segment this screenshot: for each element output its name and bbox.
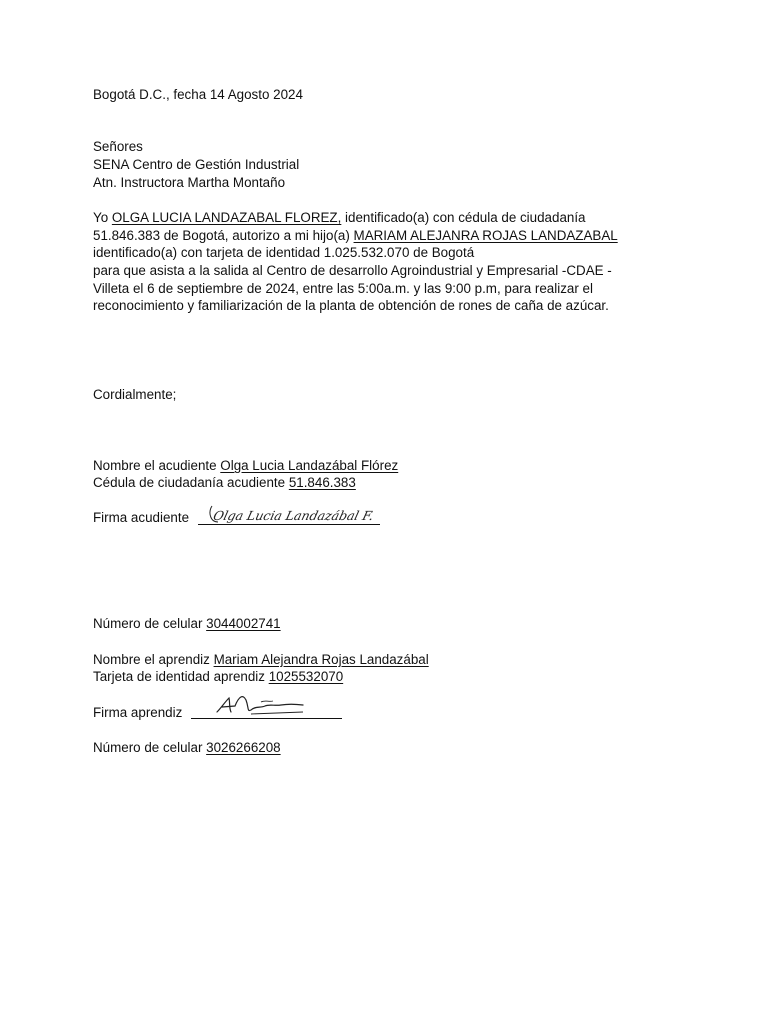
body-line-4: para que asista a la salida al Centro de desarrollo Agroindustrial y Empresarial -CDAE - — [93, 263, 612, 278]
attention-line: Atn. Instructora Martha Montaño — [93, 175, 286, 190]
guardian-signature-label: Firma acudiente — [93, 510, 190, 525]
guardian-phone-value: 3044002741 — [206, 616, 281, 631]
body-line-1 — [93, 209, 586, 227]
guardian-name-label: Nombre el acudiente — [93, 458, 221, 473]
apprentice-signature-field — [191, 692, 342, 719]
parent-name: OLGA LUCIA LANDAZABAL FLOREZ, — [111, 210, 342, 225]
apprentice-phone-value: 3026266208 — [206, 740, 281, 755]
date-line: Bogotá D.C., fecha 14 Agosto 2024 — [93, 87, 303, 102]
guardian-phone-line — [93, 615, 281, 633]
body-text: 51.846.383 de Bogotá, autorizo a mi hijo(a) — [93, 228, 354, 243]
body-text: Yo — [93, 210, 112, 225]
institution-line: SENA Centro de Gestión Industrial — [93, 157, 300, 172]
salutation: Señores — [93, 139, 143, 154]
body-line-3: identificado(a) con tarjeta de identidad 1.025.532.070 de Bogotá — [93, 245, 475, 260]
apprentice-id-value: 1025532070 — [268, 669, 344, 684]
child-name: MARIAM ALEJANRA ROJAS LANDAZABAL — [353, 228, 618, 243]
apprentice-id-line — [93, 668, 343, 686]
guardian-signature — [198, 498, 380, 528]
guardian-signature-text: Olga Lucia Landazábal F. — [211, 508, 376, 523]
body-line-6: reconocimiento y familiarización de la planta de obtención de rones de caña de azúcar. — [93, 298, 609, 313]
apprentice-name-value: Mariam Alejandra Rojas Landazábal — [213, 652, 429, 667]
guardian-id-line — [93, 474, 356, 492]
guardian-id-label: Cédula de ciudadanía acudiente — [93, 475, 289, 490]
body-line-5: Villeta el 6 de septiembre de 2024, entre las 5:00a.m. y las 9:00 p.m, para realizar el — [93, 281, 593, 296]
guardian-id-value: 51.846.383 — [288, 475, 356, 490]
apprentice-signature — [191, 690, 342, 720]
guardian-signature-field — [198, 500, 380, 525]
apprentice-id-label: Tarjeta de identidad aprendiz — [93, 669, 269, 684]
guardian-name-value: Olga Lucia Landazábal Flórez — [220, 458, 399, 473]
body-line-2 — [93, 227, 618, 245]
guardian-phone-label: Número de celular — [93, 616, 207, 631]
signature-stroke — [261, 701, 273, 702]
body-text: identificado(a) con cédula de ciudadanía — [341, 210, 586, 225]
apprentice-name-line — [93, 651, 429, 669]
apprentice-signature-label: Firma aprendiz — [93, 705, 183, 720]
signature-stroke — [217, 697, 303, 712]
guardian-name-line — [93, 457, 398, 475]
closing: Cordialmente; — [93, 387, 177, 402]
signature-stroke — [251, 712, 303, 714]
apprentice-name-label: Nombre el aprendiz — [93, 652, 214, 667]
apprentice-phone-label: Número de celular — [93, 740, 207, 755]
apprentice-phone-line — [93, 739, 281, 757]
